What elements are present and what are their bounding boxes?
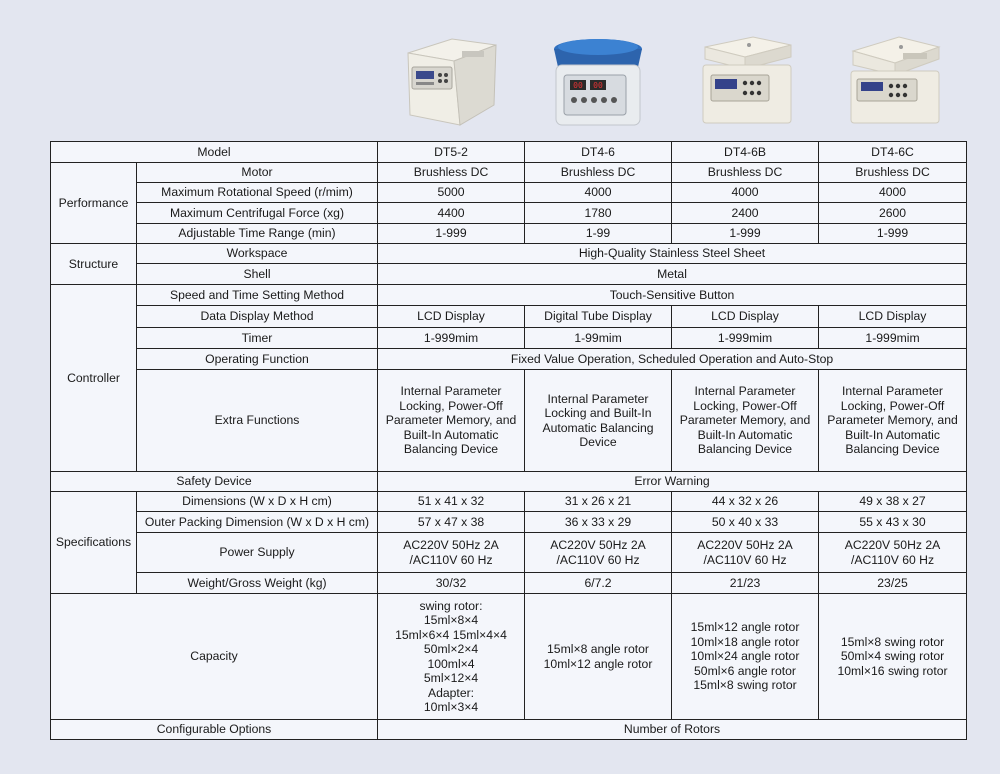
row-label: Adjustable Time Range (min) xyxy=(137,224,378,244)
spec-table xyxy=(50,141,967,740)
table-cell: 1780 xyxy=(525,203,672,224)
row-label: Configurable Options xyxy=(51,720,378,740)
max-force-row xyxy=(51,203,967,224)
row-label: Data Display Method xyxy=(137,306,378,328)
table-cell-multiline: AC220V 50Hz 2A /AC110V 60 Hz xyxy=(819,533,967,573)
table-cell: 2600 xyxy=(819,203,967,224)
operating-function-row xyxy=(51,349,967,370)
motor-row xyxy=(51,163,967,183)
row-label: Capacity xyxy=(51,594,378,720)
weight-row xyxy=(51,573,967,594)
table-cell-merged: Error Warning xyxy=(378,472,967,492)
table-cell-merged: Touch-Sensitive Button xyxy=(378,285,967,306)
group-structure: Structure xyxy=(51,244,137,285)
table-cell-multiline: 15ml×12 angle rotor 10ml×18 angle rotor 10ml×24 angle rotor 50ml×6 angle rotor 15ml×8 swing rotor xyxy=(672,594,819,720)
table-cell: 49 x 38 x 27 xyxy=(819,492,967,512)
table-cell: Brushless DC xyxy=(819,163,967,183)
table-cell: LCD Display xyxy=(819,306,967,328)
table-cell-multiline: 15ml×8 angle rotor 10ml×12 angle rotor xyxy=(525,594,672,720)
table-cell-multiline: Internal Parameter Locking and Built-In Automatic Balancing Device xyxy=(525,370,672,472)
row-label: Outer Packing Dimension (W x D x H cm) xyxy=(137,512,378,533)
extra-functions-row xyxy=(51,370,967,472)
table-cell-merged: Fixed Value Operation, Scheduled Operation and Auto-Stop xyxy=(378,349,967,370)
table-cell: 57 x 47 x 38 xyxy=(378,512,525,533)
table-cell-multiline: Internal Parameter Locking, Power-Off Parameter Memory, and Built-In Automatic Balancing Device xyxy=(672,370,819,472)
table-cell: 50 x 40 x 33 xyxy=(672,512,819,533)
svg-text:00: 00 xyxy=(592,80,603,90)
configurable-options-row xyxy=(51,720,967,740)
row-label: Operating Function xyxy=(137,349,378,370)
table-cell: 21/23 xyxy=(672,573,819,594)
table-cell: 1-999 xyxy=(672,224,819,244)
table-cell-multiline: Internal Parameter Locking, Power-Off Parameter Memory, and Built-In Automatic Balancing Device xyxy=(819,370,967,472)
table-cell: Brushless DC xyxy=(672,163,819,183)
row-label: Dimensions (W x D x H cm) xyxy=(137,492,378,512)
row-label: Safety Device xyxy=(51,472,378,492)
row-label: Shell xyxy=(137,264,378,285)
capacity-row xyxy=(51,594,967,720)
centrifuge-dt4-6-image xyxy=(545,22,650,132)
table-cell: 36 x 33 x 29 xyxy=(525,512,672,533)
safety-device-row xyxy=(51,472,967,492)
shell-row xyxy=(51,264,967,285)
table-cell: 1-999mim xyxy=(672,328,819,349)
table-cell: 4000 xyxy=(819,183,967,203)
table-cell: LCD Display xyxy=(378,306,525,328)
table-cell: 55 x 43 x 30 xyxy=(819,512,967,533)
row-label: Extra Functions xyxy=(137,370,378,472)
table-cell: 6/7.2 xyxy=(525,573,672,594)
table-cell: 4000 xyxy=(525,183,672,203)
group-controller: Controller xyxy=(51,285,137,472)
table-cell: 1-999mim xyxy=(819,328,967,349)
power-supply-row xyxy=(51,533,967,573)
table-cell-multiline: 15ml×8 swing rotor 50ml×4 swing rotor 10ml×16 swing rotor xyxy=(819,594,967,720)
row-label: Timer xyxy=(137,328,378,349)
model-row xyxy=(51,142,967,163)
dimensions-row xyxy=(51,492,967,512)
table-cell: 1-99 xyxy=(525,224,672,244)
table-cell: 1-999mim xyxy=(378,328,525,349)
table-cell: 1-999 xyxy=(819,224,967,244)
table-cell-merged: Metal xyxy=(378,264,967,285)
row-label: Motor xyxy=(137,163,378,183)
table-cell: 1-999 xyxy=(378,224,525,244)
workspace-row xyxy=(51,244,967,264)
table-cell: Brushless DC xyxy=(378,163,525,183)
row-label: Maximum Centrifugal Force (xg) xyxy=(137,203,378,224)
model-name: DT4-6 xyxy=(525,142,672,163)
table-cell-multiline: AC220V 50Hz 2A /AC110V 60 Hz xyxy=(672,533,819,573)
table-cell: 5000 xyxy=(378,183,525,203)
max-speed-row xyxy=(51,183,967,203)
row-label: Power Supply xyxy=(137,533,378,573)
table-cell: 4000 xyxy=(672,183,819,203)
row-label: Speed and Time Setting Method xyxy=(137,285,378,306)
display-method-row xyxy=(51,306,967,328)
setting-method-row xyxy=(51,285,967,306)
row-label: Workspace xyxy=(137,244,378,264)
svg-text:00: 00 xyxy=(572,80,583,90)
table-cell: 44 x 32 x 26 xyxy=(672,492,819,512)
row-label: Maximum Rotational Speed (r/mim) xyxy=(137,183,378,203)
row-label: Weight/Gross Weight (kg) xyxy=(137,573,378,594)
table-cell-multiline: Internal Parameter Locking, Power-Off Parameter Memory, and Built-In Automatic Balancing Device xyxy=(378,370,525,472)
table-cell: 51 x 41 x 32 xyxy=(378,492,525,512)
table-cell-merged: Number of Rotors xyxy=(378,720,967,740)
table-cell-multiline: AC220V 50Hz 2A /AC110V 60 Hz xyxy=(525,533,672,573)
product-images-row xyxy=(0,0,1000,140)
time-range-row xyxy=(51,224,967,244)
table-cell: 23/25 xyxy=(819,573,967,594)
model-name: DT5-2 xyxy=(378,142,525,163)
table-cell: Brushless DC xyxy=(525,163,672,183)
table-cell-multiline: swing rotor: 15ml×8×4 15ml×6×4 15ml×4×4 50ml×2×4 100ml×4 5ml×12×4 Adapter: 10ml×3×4 xyxy=(378,594,525,720)
packing-dimension-row xyxy=(51,512,967,533)
centrifuge-dt5-2-image xyxy=(400,22,500,132)
model-name: DT4-6B xyxy=(672,142,819,163)
table-cell: Digital Tube Display xyxy=(525,306,672,328)
table-cell: 1-99mim xyxy=(525,328,672,349)
centrifuge-dt4-6c-image xyxy=(840,22,945,132)
centrifuge-dt4-6b-image xyxy=(692,22,797,132)
table-cell-multiline: AC220V 50Hz 2A /AC110V 60 Hz xyxy=(378,533,525,573)
table-cell: 2400 xyxy=(672,203,819,224)
table-cell: 4400 xyxy=(378,203,525,224)
timer-row xyxy=(51,328,967,349)
group-specifications: Specifications xyxy=(51,492,137,594)
table-cell: 31 x 26 x 21 xyxy=(525,492,672,512)
model-label: Model xyxy=(51,142,378,163)
model-name: DT4-6C xyxy=(819,142,967,163)
table-cell: LCD Display xyxy=(672,306,819,328)
table-cell: 30/32 xyxy=(378,573,525,594)
table-cell-merged: High-Quality Stainless Steel Sheet xyxy=(378,244,967,264)
group-performance: Performance xyxy=(51,163,137,244)
